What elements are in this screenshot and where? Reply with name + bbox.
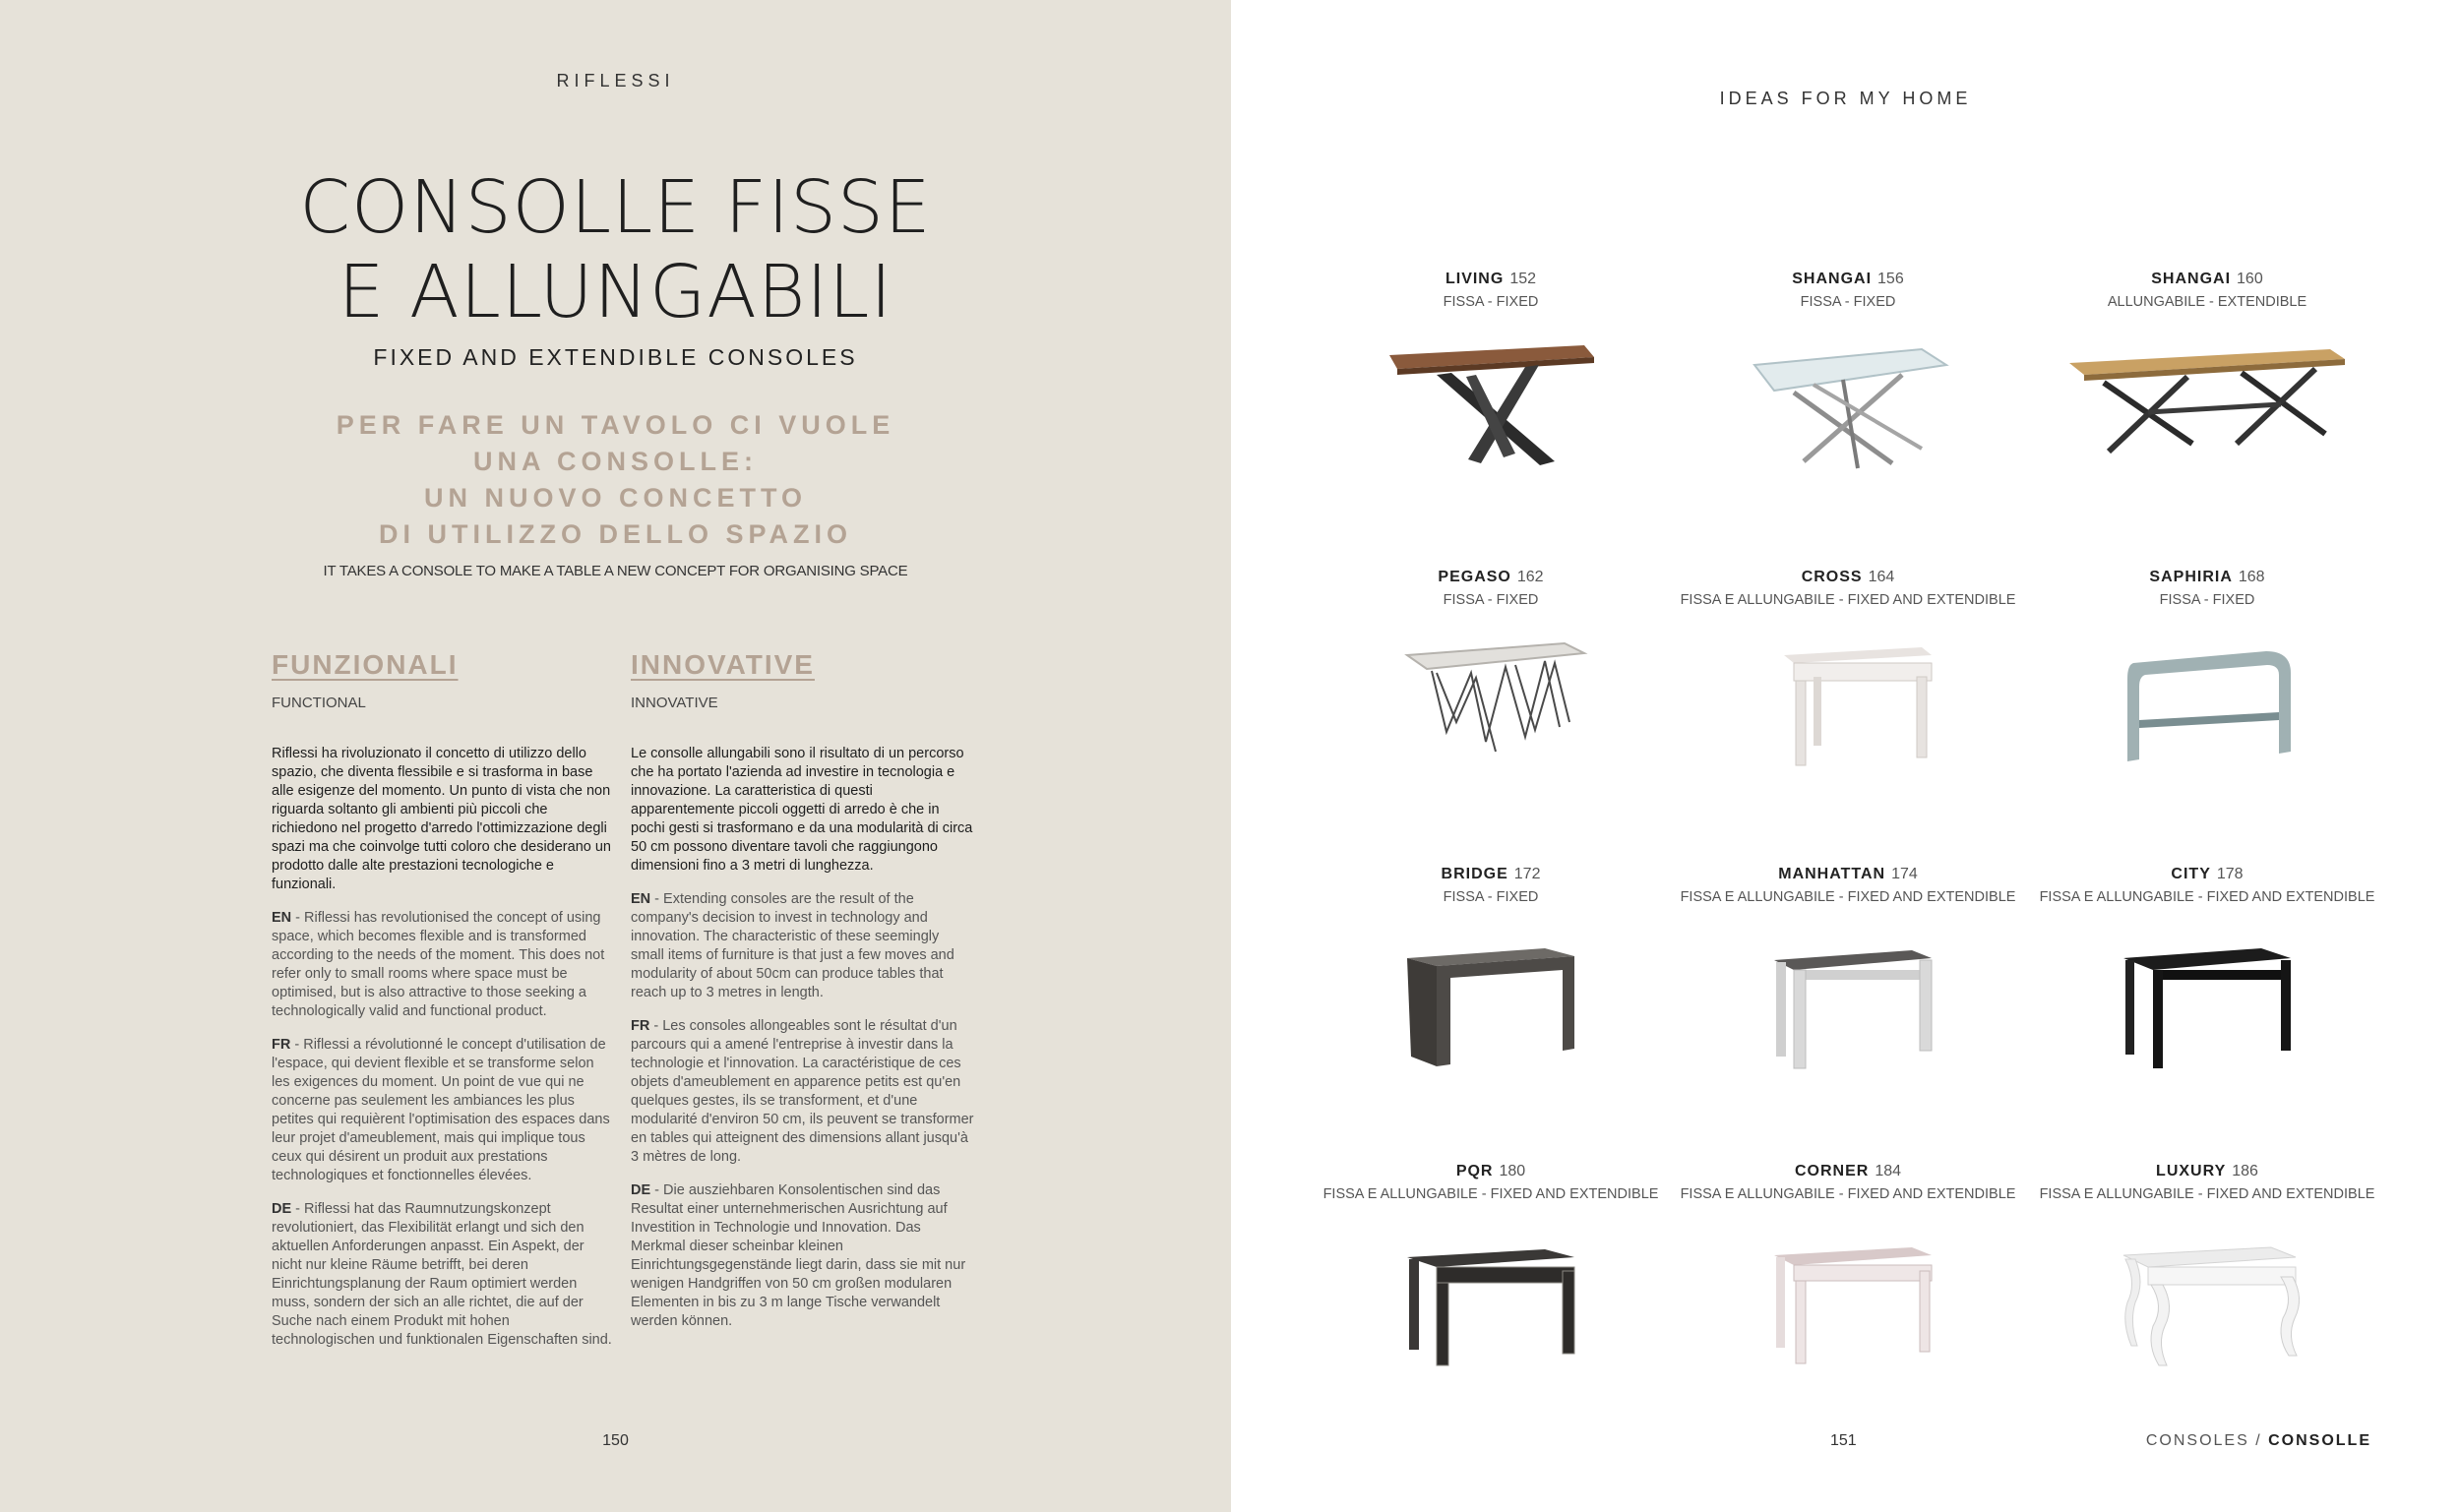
product-title: MANHATTAN [1778,866,1886,882]
product-title: SAPHIRIA [2149,569,2233,585]
footer-section-en: CONSOLES [2145,1432,2249,1449]
product-shangai-160[interactable] [2030,271,2384,483]
console-image [1378,931,1604,1078]
product-name [1671,271,2025,288]
paragraph-french [272,1036,616,1185]
lang-label: FR [631,1018,650,1034]
product-type: FISSA E ALLUNGABILE - FIXED AND EXTENDIBLE [1322,1186,1659,1202]
console-image [1735,1228,1961,1375]
slogan-line: UNA CONSOLLE: [473,447,758,476]
product-title: CORNER [1794,1163,1870,1179]
console-image [1378,335,1604,483]
console-image [2064,335,2350,483]
product-corner-184[interactable] [1671,1163,2025,1375]
paragraph-text: - Les consoles allongeables sont le résultat d'un parcours qui a amené l'entreprise à investir dans la technologie et l'innovation. La caractéristique de ces objets d'ameublement en apparence petits est qu'en quelques gestes, ils se transforment, et d'une modularité d'environ 50 cm, ils peuvent se transformer en tables qui atteignent des dimensions allant jusqu'à 3 mètres de long. [631,1018,974,1165]
lang-label: EN [631,891,651,907]
column-innovative [631,649,975,1331]
lang-label: FR [272,1037,291,1053]
column-subheading: FUNCTIONAL [272,695,366,711]
product-name [2030,1163,2384,1180]
product-name [2030,866,2384,883]
page-number-left: 150 [602,1432,629,1449]
product-type: FISSA E ALLUNGABILE - FIXED AND EXTENDIBLE [2039,1186,2375,1202]
paragraph-text: - Extending consoles are the result of the company's decision to invest in technology and innovation. The characteristic of these seemingly small items of furniture is that just a few moves and modularity of about 50cm can produce tables that reach up to 3 metres in length. [631,891,954,1000]
page-number-right: 151 [1830,1432,1857,1449]
title-line-1: CONSOLLE FISSE [299,165,932,250]
product-type: FISSA - FIXED [1443,294,1539,310]
product-page: 168 [2238,569,2265,585]
product-title: CROSS [1801,569,1863,585]
product-type: FISSA - FIXED [1443,592,1539,608]
product-pqr-180[interactable] [1314,1163,1668,1375]
product-page: 184 [1875,1163,1902,1179]
product-title: PEGASO [1438,569,1511,585]
column-heading: FUNZIONALI [272,649,459,680]
product-title: PQR [1455,1163,1494,1179]
column-functional [272,649,616,1350]
product-title: CITY [2171,866,2211,882]
footer-separator: / [2248,1432,2269,1449]
product-type: FISSA - FIXED [1443,889,1539,905]
product-type: ALLUNGABILE - EXTENDIBLE [2107,294,2307,310]
product-cross-164[interactable] [1671,569,2025,781]
paragraph-french [631,1017,975,1167]
product-name [1314,1163,1668,1180]
product-type: FISSA - FIXED [1800,294,1896,310]
console-image [1378,634,1604,781]
product-living-152[interactable] [1314,271,1668,483]
product-title: SHANGAI [1792,271,1873,287]
console-image [2094,1228,2320,1375]
product-type: FISSA E ALLUNGABILE - FIXED AND EXTENDIBLE [1680,592,2016,608]
product-type: FISSA - FIXED [2159,592,2255,608]
product-page: 160 [2237,271,2263,287]
title-english: FIXED AND EXTENDIBLE CONSOLES [373,344,858,370]
product-luxury-186[interactable] [2030,1163,2384,1375]
paragraph-english [631,890,975,1002]
product-page: 162 [1516,569,1544,585]
product-page: 156 [1877,271,1904,287]
product-shangai-156[interactable] [1671,271,2025,483]
product-type: FISSA E ALLUNGABILE - FIXED AND EXTENDIBLE [2039,889,2375,905]
paragraph-german [272,1200,616,1350]
product-title: BRIDGE [1441,866,1508,882]
product-name [1314,569,1668,586]
product-title: LIVING [1445,271,1505,287]
paragraph-text: - Riflessi a révolutionné le concept d'utilisation de l'espace, qui devient flexible et se transforme selon les exigences du moment. Un point de vue qui ne concerne pas seulement les ambiances les plus petites qui requièrent l'optimisation des espaces dans leur projet d'ameublement, mais qui implique tous ceux qui désirent un produit aux prestations technologiques et fonctionnelles élevées. [272,1037,610,1183]
lang-label: DE [272,1201,292,1217]
product-type: FISSA E ALLUNGABILE - FIXED AND EXTENDIBLE [1680,889,2016,905]
product-type: FISSA E ALLUNGABILE - FIXED AND EXTENDIBLE [1680,1186,2016,1202]
product-page: 178 [2216,866,2244,882]
product-page: 172 [1513,866,1541,882]
slogan-english: IT TAKES A CONSOLE TO MAKE A TABLE A NEW CONCEPT FOR ORGANISING SPACE [323,563,908,579]
paragraph-german [631,1181,975,1331]
slogan-line: PER FARE UN TAVOLO CI VUOLE [336,410,895,440]
paragraph-italian: Riflessi ha rivoluzionato il concetto di utilizzo dello spazio, che diventa flessibile e si trasforma in base alle esigenze del momento. Un punto di vista che non riguarda soltanto gli ambienti più piccoli che richiedono nel progetto d'arredo l'ottimizzazione degli spazi ma che coinvolge tutti coloro che desiderano un prodotto dalle alte prestazioni tecnologiche e funzionali. [272,746,611,892]
product-manhattan-174[interactable] [1671,866,2025,1078]
console-image [1735,931,1961,1078]
product-city-178[interactable] [2030,866,2384,1078]
lang-label: EN [272,910,292,926]
product-name [1671,866,2025,883]
product-name [1671,1163,2025,1180]
product-page: 174 [1891,866,1918,882]
product-saphiria-168[interactable] [2030,569,2384,781]
product-title: LUXURY [2156,1163,2227,1179]
console-image [2094,931,2320,1078]
paragraph-text: - Riflessi hat das Raumnutzungskonzept revolutioniert, das Flexibilität erlangt und sich den aktuellen Anforderungen anpasst. Ein Aspekt, der nicht nur kleine Räume betrifft, bei deren Einrichtungsplanung der Raum optimiert werden muss, sondern der sich an alle richtet, die auf der Suche nach einem Produkt mit hohen technologischen und funktionalen Eigenschaften sind. [272,1201,612,1348]
footer-section-it: CONSOLLE [2268,1432,2371,1449]
slogan-line: UN NUOVO CONCETTO [423,483,807,513]
product-name [2030,569,2384,586]
product-name [2030,271,2384,288]
brand-name: RIFLESSI [556,71,675,91]
footer-section [2146,1432,2371,1450]
lang-label: DE [631,1182,651,1198]
console-image [2094,634,2320,781]
product-bridge-172[interactable] [1314,866,1668,1078]
product-pegaso-162[interactable] [1314,569,1668,781]
product-page: 180 [1499,1163,1526,1179]
product-name [1671,569,2025,586]
slogan-line: DI UTILIZZO DELLO SPAZIO [379,519,852,549]
product-page: 152 [1509,271,1537,287]
right-header: IDEAS FOR MY HOME [1719,89,1972,108]
paragraph-text: - Riflessi has revolutionised the concept of using space, which becomes flexible and is transformed according to the needs of the moment. This does not refer only to small rooms where space must be optimised, but is also attractive to those seeking a technologically valid and functional product. [272,910,605,1019]
paragraph-italian: Le consolle allungabili sono il risultato di un percorso che ha portato l'azienda ad investire in tecnologia e innovazione. La caratteristica di questi apparentemente piccoli oggetti di arredo è che in pochi gesti si trasformano e da una modularità di circa 50 cm possono diventare tavoli che raggiungono dimensioni fino a 3 metri di lunghezza. [631,746,973,874]
title-line-2: E ALLUNGABILI [338,250,893,334]
product-page: 186 [2232,1163,2258,1179]
column-subheading: INNOVATIVE [631,695,718,711]
page-title [0,165,1231,334]
product-page: 164 [1868,569,1895,585]
console-image [1378,1228,1604,1375]
product-name [1314,866,1668,883]
slogan [0,407,1231,553]
paragraph-english [272,909,616,1021]
console-image [1735,634,1961,781]
console-image [1735,335,1961,483]
product-name [1314,271,1668,288]
paragraph-text: - Die ausziehbaren Konsolentischen sind das Resultat einer unternehmerischen Ausrichtung auf Investition in Technologie und Innovation. Das Merkmal dieser scheinbar kleinen Einrichtungsgegenstände liegt darin, dass sie mit nur wenigen Handgriffen von 50 cm großen modularen Elementen in bis zu 3 m lange Tische verwandelt werden können. [631,1182,966,1329]
column-heading: INNOVATIVE [631,649,815,680]
product-title: SHANGAI [2151,271,2232,287]
